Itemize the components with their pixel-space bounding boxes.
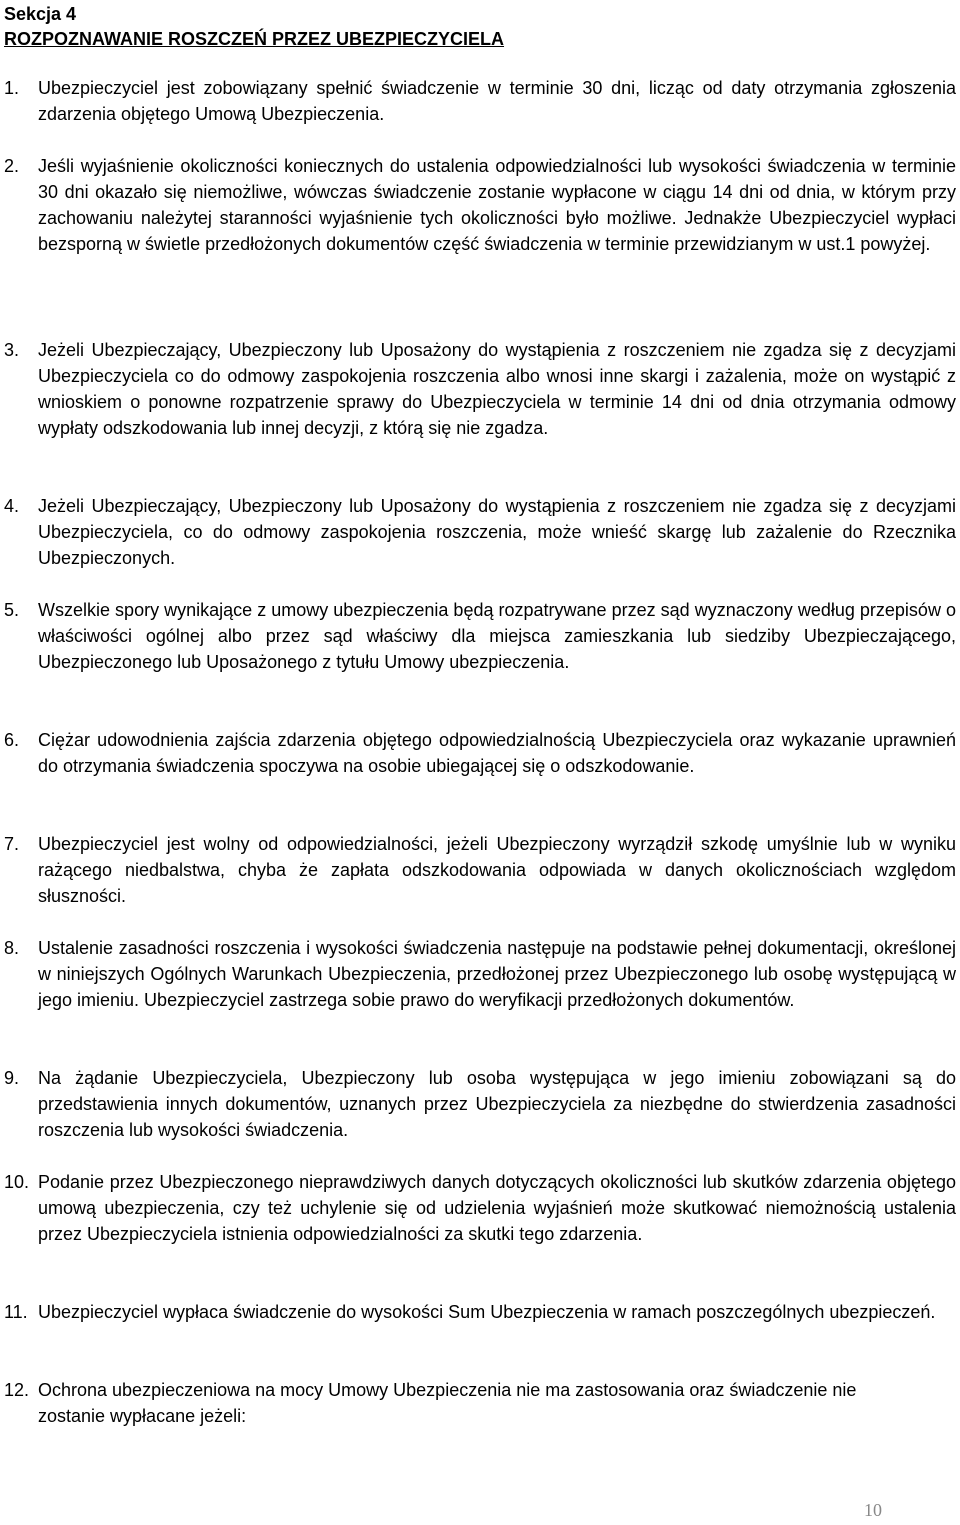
item-number: 5. bbox=[4, 600, 20, 620]
item-text: Jeśli wyjaśnienie okoliczności koniecznych do ustalenia odpowiedzialności lub wysokości świadczenia w terminie 30 dni okazało się niemożliwe, wówczas świadczenie zostanie wypłacone w ciągu 14 dni od dnia, w którym przy zachowaniu należytej staranności wyjaśnienie tych okoliczności było możliwe. Jednakże Ubezpieczyciel wypłaci bezsporną w świetle przedłożonych dokumentów część świadczenia w terminie przewidzianym w ust.1 powyżej. bbox=[38, 156, 956, 254]
list-item-12 bbox=[4, 1377, 904, 1429]
item-text: Wszelkie spory wynikające z umowy ubezpieczenia będą rozpatrywane przez sąd wyznaczony według przepisów o właściwości ogólnej albo przez sąd właściwy dla miejsca zamieszkania lub siedziby Ubezpieczającego, Ubezpieczonego lub Uposażonego z tytułu Umowy ubezpieczenia. bbox=[38, 600, 956, 672]
list-item-11 bbox=[4, 1299, 956, 1325]
list-item-1 bbox=[4, 75, 956, 127]
item-number: 10. bbox=[4, 1172, 30, 1192]
item-text: Na żądanie Ubezpieczyciela, Ubezpieczony lub osoba występująca w jego imieniu zobowiązani są do przedstawienia innych dokumentów, uznanych przez Ubezpieczyciela za niezbędne do stwierdzenia zasadności roszczenia lub wysokości świadczenia. bbox=[38, 1068, 956, 1140]
item-number: 11. bbox=[4, 1302, 28, 1322]
item-number: 12. bbox=[4, 1380, 30, 1400]
list-item-3 bbox=[4, 337, 956, 441]
item-text: Ochrona ubezpieczeniowa na mocy Umowy Ubezpieczenia nie ma zastosowania oraz świadczenie nie zostanie wypłacane jeżeli: bbox=[38, 1380, 857, 1426]
list-item-7 bbox=[4, 831, 956, 909]
item-number: 3. bbox=[4, 340, 20, 360]
item-number: 8. bbox=[4, 938, 20, 958]
item-number: 9. bbox=[4, 1068, 20, 1088]
list-item-10 bbox=[4, 1169, 956, 1247]
list-item-8 bbox=[4, 935, 956, 1013]
list-item-5 bbox=[4, 597, 956, 675]
list-item-9 bbox=[4, 1065, 956, 1143]
section-number: Sekcja 4 bbox=[4, 4, 77, 24]
item-number: 2. bbox=[4, 156, 20, 176]
item-number: 7. bbox=[4, 834, 20, 854]
list-item-6 bbox=[4, 727, 956, 779]
item-text: Ubezpieczyciel jest wolny od odpowiedzialności, jeżeli Ubezpieczony wyrządził szkodę umyślnie lub w wyniku rażącego niedbalstwa, chyba że zapłata odszkodowania odpowiada w danych okolicznościach względom słuszności. bbox=[38, 834, 956, 906]
item-number: 1. bbox=[4, 78, 20, 98]
item-text: Ubezpieczyciel jest zobowiązany spełnić świadczenie w terminie 30 dni, licząc od daty otrzymania zgłoszenia zdarzenia objętego Umową Ubezpieczenia. bbox=[38, 78, 956, 124]
item-number: 4. bbox=[4, 496, 20, 516]
section-title-text: ROZPOZNAWANIE ROSZCZEŃ PRZEZ UBEZPIECZYCIELA bbox=[4, 29, 505, 49]
item-text: Podanie przez Ubezpieczonego nieprawdziwych danych dotyczących okoliczności lub skutków zdarzenia objętego umową ubezpieczenia, czy też uchylenie się od udzielenia wyjaśnień może skutkować niemożnością ustalenia przez Ubezpieczyciela istnienia odpowiedzialności za skutki tego zdarzenia. bbox=[38, 1172, 956, 1244]
page-number: 10 bbox=[864, 1500, 882, 1520]
item-text: Ciężar udowodnienia zajścia zdarzenia objętego odpowiedzialnością Ubezpieczyciela oraz wykazanie uprawnień do otrzymania świadczenia spoczywa na osobie ubiegającej się o odszkodowanie. bbox=[38, 730, 956, 776]
list-item-4 bbox=[4, 493, 956, 571]
item-text: Jeżeli Ubezpieczający, Ubezpieczony lub Uposażony do wystąpienia z roszczeniem nie zgadza się z decyzjami Ubezpieczyciela, co do odmowy zaspokojenia roszczenia, może wnieść skargę lub zażalenie do Rzecznika Ubezpieczonych. bbox=[38, 496, 956, 568]
list-item-2 bbox=[4, 153, 956, 257]
item-text: Ubezpieczyciel wypłaca świadczenie do wysokości Sum Ubezpieczenia w ramach poszczególnych ubezpieczeń. bbox=[38, 1302, 936, 1322]
item-number: 6. bbox=[4, 730, 20, 750]
section-title bbox=[4, 27, 504, 51]
item-text: Ustalenie zasadności roszczenia i wysokości świadczenia następuje na podstawie pełnej dokumentacji, określonej w niniejszych Ogólnych Warunkach Ubezpieczenia, przedłożonej przez Ubezpieczonego lub osobę występującą w jego imieniu. Ubezpieczyciel zastrzega sobie prawo do weryfikacji przedłożonych dokumentów. bbox=[38, 938, 956, 1010]
item-text: Jeżeli Ubezpieczający, Ubezpieczony lub Uposażony do wystąpienia z roszczeniem nie zgadza się z decyzjami Ubezpieczyciela co do odmowy zaspokojenia roszczenia albo wnosi inne skargi i zażalenia, może on wystąpić z wnioskiem o ponowne rozpatrzenie sprawy do Ubezpieczyciela w terminie 14 dni od dnia otrzymania odmowy wypłaty odszkodowania lub innej decyzji, z którą się nie zgadza. bbox=[38, 340, 956, 438]
